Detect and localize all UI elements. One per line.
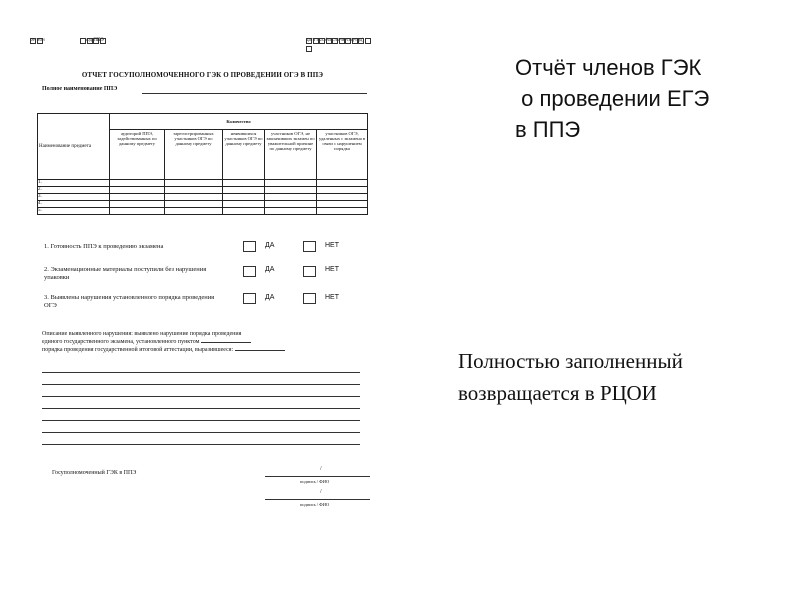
date-boxes[interactable]	[306, 38, 375, 43]
slide-title-line: Отчёт членов ГЭК	[515, 55, 702, 80]
description-line-2: единого государственного экзамена, установленного пунктом	[42, 339, 200, 345]
table-cell[interactable]	[317, 194, 368, 201]
yes-checkbox-3[interactable]	[243, 293, 256, 304]
table-cell[interactable]	[317, 187, 368, 194]
description-line-3: порядка проведения государственной итоговой аттестации, выразившееся:	[42, 347, 234, 353]
table-cell[interactable]	[223, 201, 265, 208]
signature-line-1[interactable]	[265, 476, 370, 477]
slide-note-line: Полностью заполненный	[458, 349, 683, 373]
table-cell[interactable]	[223, 208, 265, 215]
signature-caption-2: подпись / ФИО	[300, 502, 330, 507]
yes-label-3: ДА	[265, 294, 275, 301]
date-label: дата экз. (число-месяц-год)	[306, 38, 364, 43]
region-label: регион	[30, 38, 45, 43]
signature-line-2[interactable]	[265, 499, 370, 500]
ppe-code-label: код ППЭ	[85, 38, 104, 43]
no-label-1: НЕТ	[325, 242, 339, 249]
table-cell[interactable]	[265, 194, 317, 201]
table-cell[interactable]	[265, 180, 317, 187]
yes-checkbox-2[interactable]	[243, 266, 256, 277]
no-label-3: НЕТ	[325, 294, 339, 301]
report-form	[30, 38, 375, 518]
write-line[interactable]	[42, 396, 360, 397]
table-cell[interactable]	[165, 187, 223, 194]
signature-label: Госуполномоченный ГЭК в ППЭ	[52, 470, 137, 476]
table-cell[interactable]	[223, 180, 265, 187]
signature-slash: /	[320, 489, 322, 495]
column-header: участников ОГЭ, удаленных с экзамена в связи с нарушением порядка	[317, 130, 368, 180]
slide-note-line: возвращается в РЦОИ	[458, 381, 657, 405]
violation-description	[42, 330, 342, 354]
table-cell[interactable]	[110, 194, 165, 201]
table-cell[interactable]	[317, 201, 368, 208]
yes-label-1: ДА	[265, 242, 275, 249]
column-header: зарегистрированных участников ОГЭ по данному предмету	[165, 130, 223, 180]
question-2: 2. Экзаменационные материалы поступили без нарушения упаковки	[44, 266, 207, 281]
slide-title-line: о проведении ЕГЭ	[515, 86, 710, 111]
write-line[interactable]	[42, 432, 360, 433]
table-cell[interactable]	[110, 187, 165, 194]
table-cell[interactable]	[165, 180, 223, 187]
write-line[interactable]	[42, 420, 360, 421]
signature-caption-1: подпись / ФИО	[300, 479, 330, 484]
yes-checkbox-1[interactable]	[243, 241, 256, 252]
quantity-header: Количество	[110, 114, 368, 130]
row-number[interactable]: 4.	[38, 201, 110, 208]
violation-field[interactable]	[235, 350, 285, 351]
table-cell[interactable]	[110, 208, 165, 215]
question-3: 3. Выявлены нарушения установленного порядка проведения ОГЭ	[44, 294, 215, 309]
table-cell[interactable]	[223, 187, 265, 194]
quantity-table	[37, 113, 368, 215]
form-title: ОТЧЕТ ГОСУПОЛНОМОЧЕННОГО ГЭК О ПРОВЕДЕНИИ ОГЭ В ППЭ	[81, 71, 324, 79]
column-header: участников ОГЭ, не закончивших экзамен по уважительной причине по данному предмету	[265, 130, 317, 180]
write-line[interactable]	[42, 384, 360, 385]
table-cell[interactable]	[165, 208, 223, 215]
row-number[interactable]: 5.	[38, 208, 110, 215]
no-label-2: НЕТ	[325, 266, 339, 273]
table-cell[interactable]	[110, 180, 165, 187]
question-1: 1. Готовность ППЭ к проведению экзамена	[44, 243, 164, 250]
ppe-name-label: Полное наименование ППЭ	[42, 86, 118, 92]
column-header: неявившихся участников ОГЭ по данному предмету	[223, 130, 265, 180]
table-cell[interactable]	[317, 208, 368, 215]
slide-title-line: в ППЭ	[515, 117, 581, 142]
table-cell[interactable]	[265, 187, 317, 194]
table-cell[interactable]	[265, 208, 317, 215]
ppe-code-boxes[interactable]	[80, 38, 106, 43]
write-line[interactable]	[42, 408, 360, 409]
row-number[interactable]: 1.	[38, 180, 110, 187]
write-line[interactable]	[42, 372, 360, 373]
table-cell[interactable]	[265, 201, 317, 208]
table-cell[interactable]	[223, 194, 265, 201]
row-number[interactable]: 3.	[38, 194, 110, 201]
no-checkbox-3[interactable]	[303, 293, 316, 304]
subject-header: Наименование предмета	[38, 114, 110, 180]
slide-title	[515, 52, 709, 145]
table-cell[interactable]	[165, 201, 223, 208]
column-header: аудиторий ППЭ, задействованных по данному предмету	[110, 130, 165, 180]
write-line[interactable]	[42, 444, 360, 445]
table-cell[interactable]	[165, 194, 223, 201]
no-checkbox-2[interactable]	[303, 266, 316, 277]
table-cell[interactable]	[110, 201, 165, 208]
yes-label-2: ДА	[265, 266, 275, 273]
table-cell[interactable]	[317, 180, 368, 187]
ppe-name-field[interactable]	[142, 93, 367, 94]
description-line-1: Описание выявленного нарушения: выявлено нарушение порядка проведения	[42, 331, 242, 337]
no-checkbox-1[interactable]	[303, 241, 316, 252]
region-boxes[interactable]	[30, 38, 43, 43]
clause-field[interactable]	[201, 342, 251, 343]
signature-slash: /	[320, 466, 322, 472]
slide-note	[458, 345, 683, 409]
row-number[interactable]: 2.	[38, 187, 110, 194]
form-header	[30, 38, 375, 50]
